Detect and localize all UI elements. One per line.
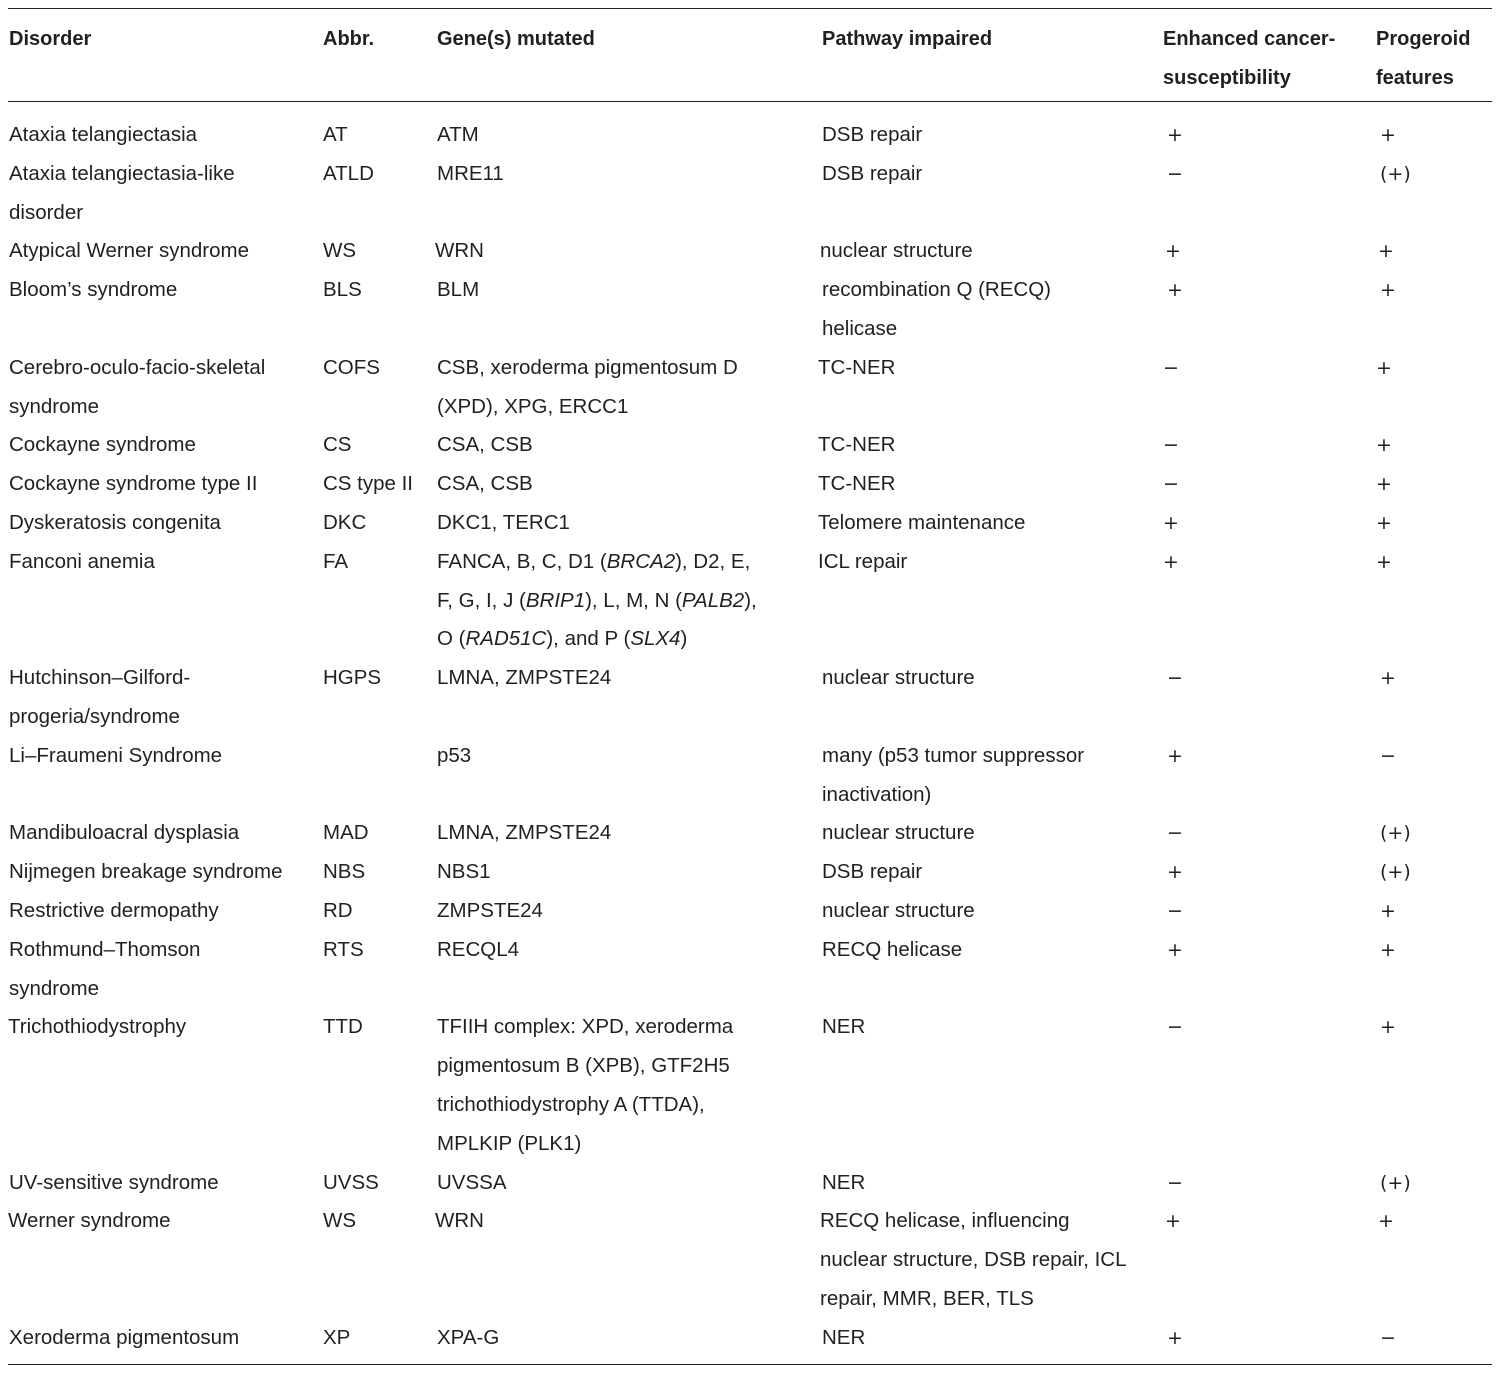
gene-cell-line: O (RAD51C), and P (SLX4) <box>437 627 688 651</box>
gene-cell <box>437 1008 822 1163</box>
disorder-cell <box>8 426 323 465</box>
table-row <box>8 737 1492 815</box>
table-row <box>8 853 1492 892</box>
pathway-cell-line: ICL repair <box>818 549 908 573</box>
disorder-cell-line: syndrome <box>9 394 100 418</box>
disorder-cell-line: Nijmegen breakage syndrome <box>9 860 283 884</box>
table-header <box>8 9 1492 102</box>
gene-cell-line: p53 <box>437 743 472 767</box>
abbr-cell: WS <box>323 239 357 263</box>
gene-cell-line: MRE11 <box>437 161 504 185</box>
gene-cell-line: TFIIH complex: XPD, xeroderma <box>437 1015 734 1039</box>
cancer-cell: + <box>1167 861 1183 884</box>
disorder-cell-line: Li–Fraumeni Syndrome <box>9 743 223 767</box>
gene-cell <box>437 116 822 155</box>
pathway-cell-line: nuclear structure <box>822 821 975 845</box>
cancer-cell: + <box>1165 1210 1181 1233</box>
abbr-cell: AT <box>323 123 348 146</box>
gene-cell <box>437 892 822 931</box>
pathway-cell <box>822 814 1162 853</box>
gene-cell-line: XPA-G <box>437 1325 500 1349</box>
pathway-cell-line: Telomere maintenance <box>818 510 1026 534</box>
gene-cell <box>437 465 822 504</box>
progeroid-cell: − <box>1380 744 1396 767</box>
pathway-cell <box>822 1319 1162 1358</box>
table-row <box>8 504 1492 543</box>
abbr-cell: FA <box>323 549 349 573</box>
progeroid-cell: + <box>1378 240 1394 263</box>
gene-cell-line: UVSSA <box>437 1170 507 1194</box>
gene-cell-line: RECQL4 <box>437 937 520 961</box>
gene-cell <box>437 1319 822 1358</box>
disorder-cell-line: Rothmund–Thomson <box>9 937 201 961</box>
pathway-cell-line: many (p53 tumor suppressor <box>822 743 1085 767</box>
gene-cell-line: ZMPSTE24 <box>437 898 543 922</box>
disorder-cell <box>8 1319 323 1358</box>
pathway-cell <box>822 116 1162 155</box>
disorder-cell-line: UV-sensitive syndrome <box>9 1170 219 1194</box>
gene-cell-line: pigmentosum B (XPB), GTF2H5 <box>437 1054 730 1078</box>
progeroid-cell: − <box>1380 1326 1396 1349</box>
gene-cell-line: LMNA, ZMPSTE24 <box>437 666 612 690</box>
gene-cell-line: F, G, I, J (BRIP1), L, M, N (PALB2), <box>437 588 757 612</box>
cancer-cell: + <box>1163 511 1179 534</box>
pathway-cell-line: helicase <box>822 316 898 340</box>
table-row <box>8 543 1492 659</box>
gene-cell-line: NBS1 <box>437 860 491 884</box>
abbr-cell <box>323 737 437 815</box>
gene-cell-line: WRN <box>435 239 484 263</box>
gene-cell <box>437 853 822 892</box>
pathway-cell <box>820 1202 1160 1318</box>
table-row <box>8 1008 1492 1163</box>
pathway-cell-line: NER <box>822 1170 866 1194</box>
pathway-cell <box>818 465 1158 504</box>
abbr-cell: WS <box>323 1209 357 1233</box>
cancer-cell: + <box>1165 240 1181 263</box>
gene-cell <box>437 659 822 737</box>
pathway-cell-line: nuclear structure <box>820 239 973 263</box>
progeroid-cell: + <box>1380 1016 1396 1039</box>
disorder-cell <box>8 1008 323 1163</box>
progeroid-cell: + <box>1376 356 1392 379</box>
pathway-cell-line: DSB repair <box>822 123 923 146</box>
disorder-cell-line: Cockayne syndrome type II <box>9 472 258 496</box>
pathway-cell-line: RECQ helicase, influencing <box>820 1209 1070 1233</box>
pathway-cell-line: TC-NER <box>818 433 896 457</box>
abbr-cell: RTS <box>323 937 364 961</box>
disorder-cell-line: Cerebro-oculo-facio-skeletal <box>9 355 266 379</box>
gene-cell-line: CSB, xeroderma pigmentosum D <box>437 355 738 379</box>
disorder-cell <box>8 737 323 815</box>
abbr-cell: BLS <box>323 278 362 302</box>
table-row <box>8 1319 1492 1358</box>
table-body <box>8 102 1492 1358</box>
pathway-cell-line: DSB repair <box>822 161 923 185</box>
pathway-cell <box>820 232 1160 271</box>
table-row <box>8 426 1492 465</box>
gene-cell-line: DKC1, TERC1 <box>437 510 570 534</box>
gene-cell <box>437 504 822 543</box>
disorder-cell-line: Dyskeratosis congenita <box>9 510 221 534</box>
header-cancer: Enhanced cancer- susceptibility <box>1163 28 1336 89</box>
gene-cell <box>437 349 822 427</box>
pathway-cell-line: nuclear structure <box>822 666 975 690</box>
progeroid-cell: + <box>1376 550 1392 573</box>
abbr-cell: CS type II <box>323 472 414 496</box>
table-row <box>8 931 1492 1009</box>
table-row <box>8 349 1492 427</box>
abbr-cell: RD <box>323 898 353 922</box>
disorder-cell-line: Bloom’s syndrome <box>9 278 178 302</box>
disorder-cell <box>8 155 323 233</box>
disorders-table <box>8 8 1492 1365</box>
progeroid-cell: + <box>1380 938 1396 961</box>
gene-cell-line: BLM <box>437 278 480 302</box>
pathway-cell-line: NER <box>822 1325 866 1349</box>
cancer-cell: + <box>1167 938 1183 961</box>
gene-cell-line: trichothiodystrophy A (TTDA), <box>437 1092 705 1116</box>
cancer-cell: − <box>1163 473 1179 496</box>
pathway-cell <box>818 543 1158 659</box>
disorder-cell-line: Werner syndrome <box>8 1209 171 1233</box>
disorder-cell <box>8 271 323 349</box>
pathway-cell <box>822 853 1162 892</box>
pathway-cell <box>822 1164 1162 1203</box>
abbr-cell: DKC <box>323 510 367 534</box>
progeroid-cell: + <box>1380 279 1396 302</box>
pathway-cell-line: recombination Q (RECQ) <box>822 278 1051 302</box>
pathway-cell-line: NER <box>822 1015 866 1039</box>
progeroid-cell: (+) <box>1380 861 1411 884</box>
abbr-cell: UVSS <box>323 1170 379 1194</box>
pathway-cell <box>822 737 1162 815</box>
pathway-cell <box>822 155 1162 233</box>
pathway-cell-line: nuclear structure <box>822 898 975 922</box>
disorder-cell <box>8 659 323 737</box>
cancer-cell: − <box>1167 899 1183 922</box>
pathway-cell <box>822 892 1162 931</box>
disorder-cell-line: Xeroderma pigmentosum <box>9 1325 240 1349</box>
disorder-cell <box>8 814 323 853</box>
header-disorder: Disorder <box>9 28 92 50</box>
disorder-cell <box>8 504 323 543</box>
disorder-cell-line: Hutchinson–Gilford- <box>9 666 191 690</box>
disorder-cell <box>8 465 323 504</box>
gene-cell-line: WRN <box>435 1209 484 1233</box>
pathway-cell-line: inactivation) <box>822 782 932 806</box>
pathway-cell <box>822 659 1162 737</box>
pathway-cell <box>818 426 1158 465</box>
disorder-cell <box>8 349 323 427</box>
disorder-cell <box>8 116 323 155</box>
header-abbr: Abbr. <box>323 28 375 50</box>
table-row <box>8 271 1492 349</box>
abbr-cell: NBS <box>323 860 366 884</box>
disorder-cell <box>8 931 323 1009</box>
cancer-cell: + <box>1167 1326 1183 1349</box>
progeroid-cell: + <box>1376 511 1392 534</box>
disorder-cell <box>8 853 323 892</box>
gene-cell <box>437 155 822 233</box>
disorder-cell <box>8 892 323 931</box>
table-row <box>8 1164 1492 1203</box>
table-row <box>8 659 1492 737</box>
gene-cell-line: (XPD), XPG, ERCC1 <box>437 394 629 418</box>
gene-cell <box>437 737 822 815</box>
table-row <box>8 814 1492 853</box>
gene-cell-line: FANCA, B, C, D1 (BRCA2), D2, E, <box>437 549 751 573</box>
disorder-cell <box>8 543 323 659</box>
table-row <box>8 232 1492 271</box>
progeroid-cell: + <box>1380 899 1396 922</box>
cancer-cell: − <box>1167 1016 1183 1039</box>
gene-cell <box>435 232 820 271</box>
gene-cell-line: CSA, CSB <box>437 433 533 457</box>
pathway-cell <box>822 931 1162 1009</box>
cancer-cell: − <box>1167 1171 1183 1194</box>
pathway-cell <box>818 504 1158 543</box>
disorder-cell-line: Ataxia telangiectasia <box>9 123 198 146</box>
disorder-cell-line: Trichothiodystrophy <box>8 1015 187 1039</box>
abbr-cell: MAD <box>323 821 369 845</box>
disorder-cell-line: Ataxia telangiectasia-like <box>9 161 235 185</box>
progeroid-cell: + <box>1376 473 1392 496</box>
header-progeroid: Progeroid features <box>1376 28 1471 89</box>
gene-cell <box>437 426 822 465</box>
disorder-cell-line: Cockayne syndrome <box>9 433 196 457</box>
table-row <box>8 1202 1492 1318</box>
cancer-cell: + <box>1167 744 1183 767</box>
pathway-cell <box>822 1008 1162 1163</box>
pathway-cell-line: DSB repair <box>822 860 923 884</box>
disorder-cell-line: disorder <box>9 200 84 224</box>
pathway-cell-line: RECQ helicase <box>822 937 963 961</box>
pathway-cell-line: repair, MMR, BER, TLS <box>820 1286 1034 1310</box>
table-row <box>8 465 1492 504</box>
cancer-cell: − <box>1167 822 1183 845</box>
pathway-cell-line: TC-NER <box>818 472 896 496</box>
header-gene: Gene(s) mutated <box>437 28 595 50</box>
disorder-cell-line: Fanconi anemia <box>9 549 155 573</box>
disorder-cell <box>8 1164 323 1203</box>
cancer-cell: − <box>1163 356 1179 379</box>
gene-cell-line: MPLKIP (PLK1) <box>437 1131 582 1155</box>
gene-cell <box>435 1202 820 1318</box>
cancer-cell: + <box>1167 124 1183 146</box>
abbr-cell: TTD <box>323 1015 363 1039</box>
gene-cell <box>437 814 822 853</box>
table-row <box>8 892 1492 931</box>
gene-cell-line: ATM <box>437 123 479 146</box>
pathway-cell-line: TC-NER <box>818 355 896 379</box>
progeroid-cell: + <box>1376 434 1392 457</box>
abbr-cell: COFS <box>323 355 380 379</box>
gene-cell <box>437 543 822 659</box>
pathway-cell <box>822 271 1162 349</box>
cancer-cell: − <box>1167 162 1183 185</box>
gene-cell-line: LMNA, ZMPSTE24 <box>437 821 612 845</box>
abbr-cell: XP <box>323 1325 351 1349</box>
disorder-cell-line: Atypical Werner syndrome <box>9 239 250 263</box>
table-bottom-rule <box>8 1364 1492 1365</box>
cancer-cell: + <box>1163 550 1179 573</box>
disorder-cell <box>8 1202 323 1318</box>
gene-cell <box>437 1164 822 1203</box>
disorder-cell-line: Restrictive dermopathy <box>9 898 219 922</box>
disorder-cell-line: progeria/syndrome <box>9 704 180 728</box>
progeroid-cell: + <box>1380 124 1396 146</box>
progeroid-cell: (+) <box>1380 822 1411 845</box>
abbr-cell: ATLD <box>323 161 374 185</box>
progeroid-cell: + <box>1378 1210 1394 1233</box>
progeroid-cell: + <box>1380 667 1396 690</box>
table-row <box>8 155 1492 233</box>
abbr-cell: HGPS <box>323 666 382 690</box>
gene-cell <box>437 271 822 349</box>
table-row <box>8 116 1492 155</box>
pathway-cell-line: nuclear structure, DSB repair, ICL <box>820 1248 1127 1272</box>
abbr-cell: CS <box>323 433 352 457</box>
disorder-cell-line: Mandibuloacral dysplasia <box>9 821 240 845</box>
progeroid-cell: (+) <box>1380 1171 1411 1194</box>
cancer-cell: − <box>1167 667 1183 690</box>
disorder-cell-line: syndrome <box>9 976 100 1000</box>
progeroid-cell: (+) <box>1380 162 1411 185</box>
gene-cell <box>437 931 822 1009</box>
gene-cell-line: CSA, CSB <box>437 472 533 496</box>
cancer-cell: + <box>1167 279 1183 302</box>
header-pathway: Pathway impaired <box>822 28 993 50</box>
pathway-cell <box>818 349 1158 427</box>
disorder-cell <box>8 232 323 271</box>
cancer-cell: − <box>1163 434 1179 457</box>
